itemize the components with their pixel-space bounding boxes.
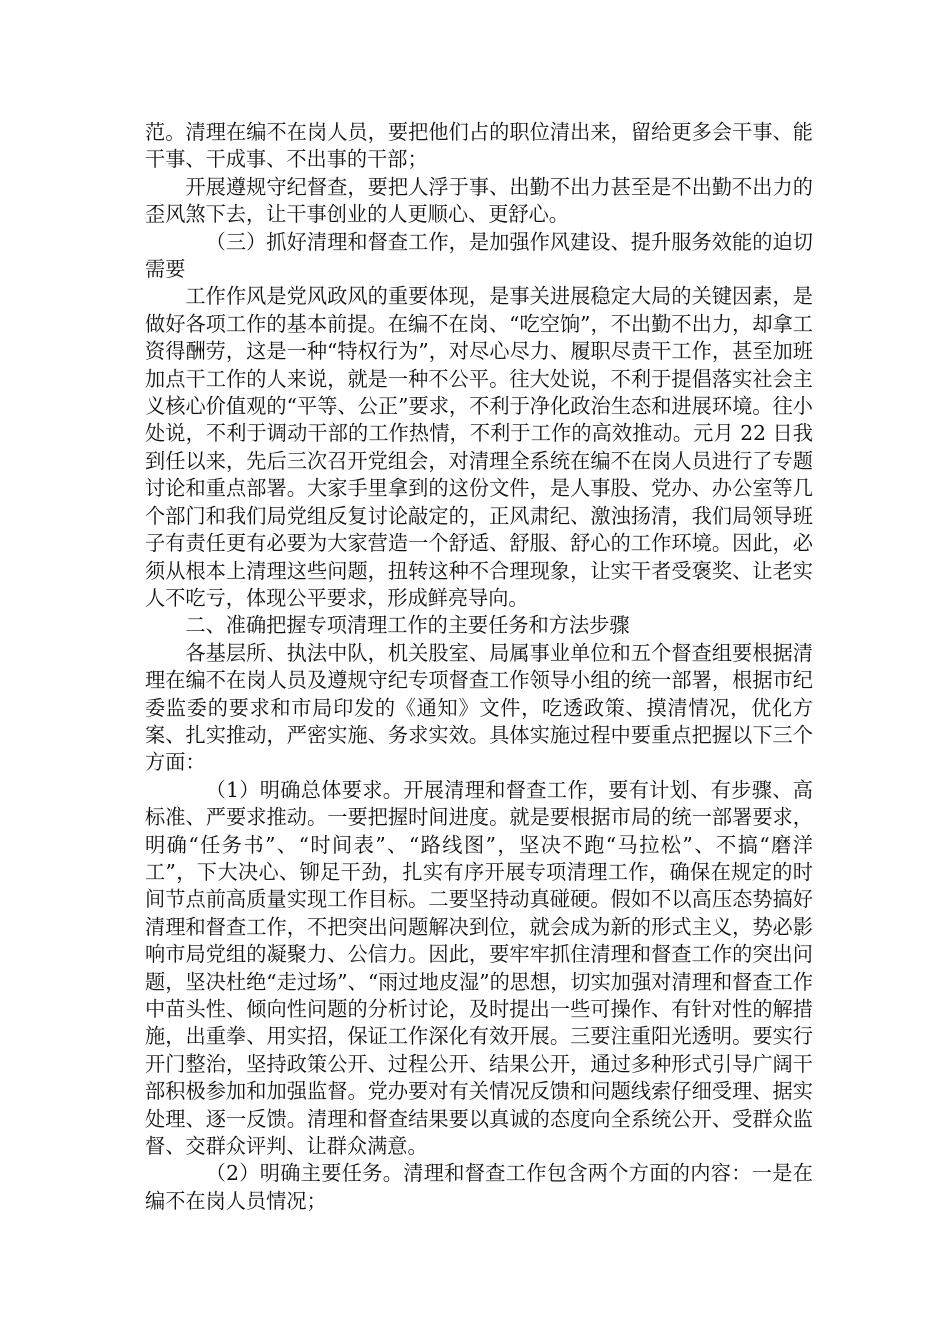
document-body xyxy=(145,119,813,1215)
paragraph-units-deployment: 各基层所、执法中队，机关股室、局属事业单位和五个督查组要根据清理在编不在岗人员及遵规守纪专项督查工作领导小组的统一部署，根据市纪委监委的要求和市局印发的《通知》文件，吃透政策、摸清情况，优化方案、扎实推动，严密实施、务求实效。具体实施过程中要重点把握以下三个方面： xyxy=(145,640,813,775)
paragraph-overall-requirements: （1）明确总体要求。开展清理和督查工作，要有计划、有步骤、高标准、严要求推动。一要把握时间进度。就是要根据市局的统一部署要求，明确“任务书”、“时间表”、“路线图”，坚决不跑“马拉松”、不搞“磨洋工”，下大决心、铆足干劲，扎实有序开展专项清理工作，确保在规定的时间节点前高质量实现工作目标。二要坚持动真碰硬。假如不以高压态势搞好清理和督查工作，不把突出问题解决到位，就会成为新的形式主义，势必影响市局党组的凝聚力、公信力。因此，要牢牢抓住清理和督查工作的突出问题，坚决杜绝“走过场”、“雨过地皮湿”的思想，切实加强对清理和督查工作中苗头性、倾向性问题的分析讨论，及时提出一些可操作、有针对性的解措施，出重拳、用实招，保证工作深化有效开展。三要注重阳光透明。要实行开门整治，坚持政策公开、过程公开、结果公开，通过多种形式引导广阔干部积极参加和加强监督。党办要对有关情况反馈和问题线索仔细受理、据实处理、逐一反馈。清理和督查结果要以真诚的态度向全系统公开、受群众监督、交群众评判、让群众满意。 xyxy=(145,777,813,1159)
paragraph-discipline-inspection: 开展遵规守纪督查，要把人浮于事、出勤不出力甚至是不出勤不出力的歪风煞下去，让干事创业的人更顺心、更舒心。 xyxy=(145,174,813,227)
section-heading-3: （三）抓好清理和督查工作，是加强作风建设、提升服务效能的迫切需要 xyxy=(145,229,813,282)
section-heading-2: 二、准确把握专项清理工作的主要任务和方法步骤 xyxy=(185,613,630,638)
paragraph-main-tasks: （2）明确主要任务。清理和督查工作包含两个方面的内容：一是在编不在岗人员情况； xyxy=(145,1161,813,1213)
paragraph-continuation: 范。清理在编不在岗人员，要把他们占的职位清出来，留给更多会干事、能干事、干成事、不出事的干部； xyxy=(145,120,813,172)
paragraph-work-style: 工作作风是党风政风的重要体现，是事关进展稳定大局的关键因素，是做好各项工作的基本前提。在编不在岗、“吃空饷”，不出勤不出力，却拿工资得酬劳，这是一种“特权行为”，对尽心尽力、履职尽责干工作，甚至加班加点干工作的人来说，就是一种不公平。往大处说，不利于提倡落实社会主义核心价值观的“平等、公正”要求，不利于净化政治生态和进展环境。往小处说，不利于调动干部的工作热情，不利于工作的高效推动。元月 22 日我到任以来，先后三次召开党组会，对清理全系统在编不在岗人员进行了专题讨论和重点部署。大家手里拿到的这份文件，是人事股、党办、办公室等几个部门和我们局党组反复讨论敲定的，正风肃纪、激浊扬清，我们局领导班子有责任更有必要为大家营造一个舒适、舒服、舒心的工作环境。因此，必须从根本上清理这些问题，扭转这种不合理现象，让实干者受褒奖、让老实人不吃亏，体现公平要求，形成鲜亮导向。 xyxy=(145,284,813,610)
